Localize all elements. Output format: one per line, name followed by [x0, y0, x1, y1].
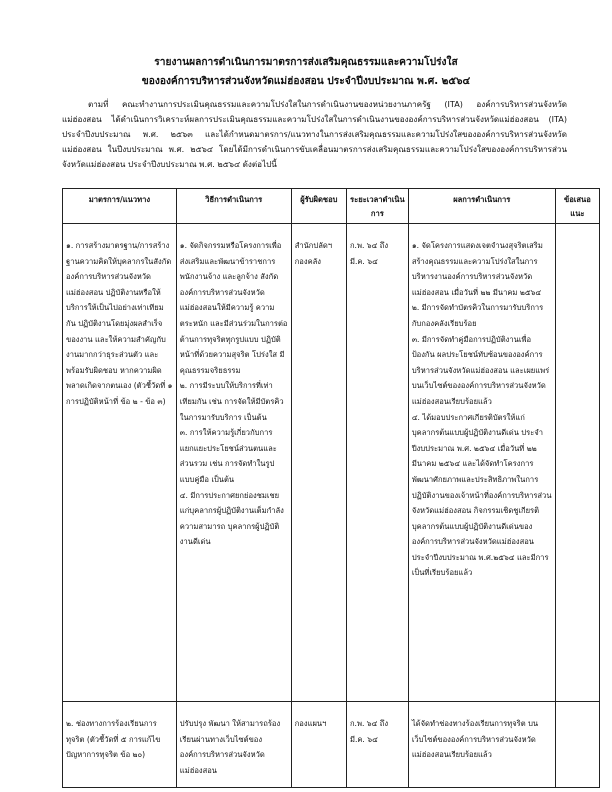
- header-measure: มาตรการ/แนวทาง: [63, 189, 177, 224]
- method-item: ๔. มีการประกาศยกย่องชมเชยแก่บุคลากรผู้ปฏิบัติงานเต็มกำลังความสามารถ บุคลากรผู้ปฏิบัติงานดีเด่น: [179, 490, 284, 547]
- measure-cell: ๒. ช่องทางการร้องเรียนการทุจริต (ตัวชี้วัดที่ ๕ การแก้ไขปัญหาการทุจริต ข้อ ๒๐): [63, 702, 177, 788]
- intro-paragraph: ตามที่ คณะทำงานการประเมินคุณธรรมและความโปร่งใสในการดำเนินงานของหน่วยงานภาครัฐ (ITA) องค์การบริหารส่วนจังหวัดแม่ฮ่องสอน ได้ดำเนินการวิเคราะห์ผลการประเมินคุณธรรมและความโปร่งใสในการดำเนินงานขององค์การบริหารส่วนจังหวัดแม่ฮ่องสอน (ITA) ประจำปีงบประมาณ พ.ศ. ๒๕๖๓ และได้กำหนดมาตรการ/แนวทางในการส่งเสริมคุณธรรมและความโปร่งใสขององค์การบริหารส่วนจังหวัดแม่ฮ่องสอน ในปีงบประมาณ พ.ศ. ๒๕๖๔ โดยได้มีการดำเนินการขับเคลื่อนมาตรการส่งเสริมคุณธรรมและความโปร่งใสขององค์การบริหารส่วนจังหวัดแม่ฮ่องสอน ประจำปีงบประมาณ พ.ศ. ๒๕๖๔ ดังต่อไปนี้: [62, 99, 567, 169]
- header-result: ผลการดำเนินการ: [408, 189, 555, 224]
- result-item: ๔. ได้มอบประกาศเกียรติบัตรให้แก่บุคลากรต้นแบบผู้ปฏิบัติงานดีเด่น ประจำปีงบประมาณ พ.ศ. ๒๕๖๔ เมื่อวันที่ ๒๒ มีนาคม ๒๕๖๔ และได้จัดทำโครงการพัฒนาศักยภาพและประสิทธิภาพในการปฏิบัติงานของเจ้าหน้าที่องค์การบริหารส่วนจังหวัดแม่ฮ่องสอน กิจกรรมเชิดชูเกียรติบุคลากรต้นแบบผู้ปฏิบัติงานดีเด่นขององค์การบริหารส่วนจังหวัดแม่ฮ่องสอนประจำปีงบประมาณ พ.ศ.๒๕๖๔ และมีการเป็นที่เรียบร้อยแล้ว: [411, 412, 552, 578]
- method-item: ปรับปรุง พัฒนา ให้สามารถร้องเรียนผ่านทางเว็บไซต์ขององค์การบริหารส่วนจังหวัดแม่ฮ่องสอน: [179, 719, 281, 775]
- document-title-line-2: ขององค์การบริหารส่วนจังหวัดแม่ฮ่องสอน ประจำปีงบประมาณ พ.ศ. ๒๕๖๔: [141, 76, 471, 87]
- method-item: ๒. การมีระบบให้บริการที่เท่าเทียมกัน เช่น การจัดให้มีบัตรคิวในการมารับบริการ เป็นต้น: [179, 381, 284, 422]
- measure-cell: ๑. การสร้างมาตรฐาน/การสร้างฐานความคิดให้บุคลากรในสังกัดองค์การบริหารส่วนจังหวัดแม่ฮ่องสอน ปฏิบัติงานหรือให้บริการให้เป็นไปอย่างเท่าเทียมกัน ปฏิบัติงานโดยมุ่งผลสำเร็จของงาน และให้ความสำคัญกับงานมากกว่าธุระส่วนตัว และพร้อมรับผิดชอบ หากความผิดพลาดเกิดจากตนเอง (ตัวชี้วัดที่ ๑ การปฏิบัติหน้าที่ ข้อ ๒ - ข้อ ๓): [63, 224, 177, 702]
- table-row: [63, 224, 600, 702]
- period-cell: ก.พ. ๖๔ ถึง มี.ค. ๖๔: [346, 224, 408, 702]
- suggestion-cell: [555, 224, 599, 702]
- result-item: ได้จัดทำช่องทางร้องเรียนการทุจริต บนเว็บไซต์ขององค์การบริหารส่วนจังหวัดแม่ฮ่องสอนเรียบร้อยแล้ว: [411, 719, 539, 760]
- header-responsible: ผู้รับผิดชอบ: [291, 189, 346, 224]
- responsible-cell: สำนักปลัดฯ กองคลัง: [291, 224, 346, 702]
- period-cell: ก.พ. ๖๔ ถึง มี.ค. ๖๔: [346, 702, 408, 788]
- result-item: ๑. จัดโครงการแสดงเจตจำนงสุจริตเสริมสร้างคุณธรรมและความโปร่งใสในการบริหารงานองค์การบริหารส่วนจังหวัดแม่ฮ่องสอน เมื่อวันที่ ๒๒ มีนาคม ๒๕๖๔: [411, 241, 543, 297]
- result-cell: [408, 224, 555, 702]
- header-period: ระยะเวลาดำเนินการ: [346, 189, 408, 224]
- document-title-line-1: รายงานผลการดำเนินการมาตรการส่งเสริมคุณธรรมและความโปร่งใส: [154, 57, 458, 68]
- suggestion-cell: [555, 702, 599, 788]
- method-cell: [176, 224, 291, 702]
- table-row: [63, 702, 600, 788]
- responsible-cell: กองแผนฯ: [291, 702, 346, 788]
- header-suggestion: ข้อเสนอแนะ: [555, 189, 599, 224]
- result-cell: [408, 702, 555, 788]
- method-cell: [176, 702, 291, 788]
- header-method: วิธีการดำเนินการ: [176, 189, 291, 224]
- table-header-row: [63, 189, 600, 224]
- method-item: ๓. การให้ความรู้เกี่ยวกับการแยกแยะประโยชน์ส่วนตนและส่วนรวม เช่น การจัดทำในรูปแบบคู่มือ เป็นต้น: [179, 428, 277, 484]
- result-item: ๓. มีการจัดทำคู่มือการปฏิบัติงานเพื่อป้องกัน ผลประโยชน์ทับซ้อนขององค์การบริหารส่วนจังหวัดแม่ฮ่องสอน และเผยแพร่บนเว็บไซต์ขององค์การบริหารส่วนจังหวัดแม่ฮ่องสอนเรียบร้อยแล้ว: [411, 334, 550, 406]
- measures-table: [62, 188, 600, 788]
- method-item: ๑. จัดกิจกรรมหรือโครงการเพื่อส่งเสริมและพัฒนาข้าราชการ พนักงานจ้าง และลูกจ้าง สังกัดองค์การบริหารส่วนจังหวัดแม่ฮ่องสอนให้มีความรู้ ความตระหนัก และมีส่วนร่วมในการต่อต้านการทุจริตทุกรูปแบบ ปฏิบัติหน้าที่ด้วยความสุจริต โปร่งใส มีคุณธรรมจริยธรรม: [179, 241, 288, 375]
- result-item: ๒. มีการจัดทำบัตรคิวในการมารับบริการกับกองคลังเรียบร้อย: [411, 303, 544, 328]
